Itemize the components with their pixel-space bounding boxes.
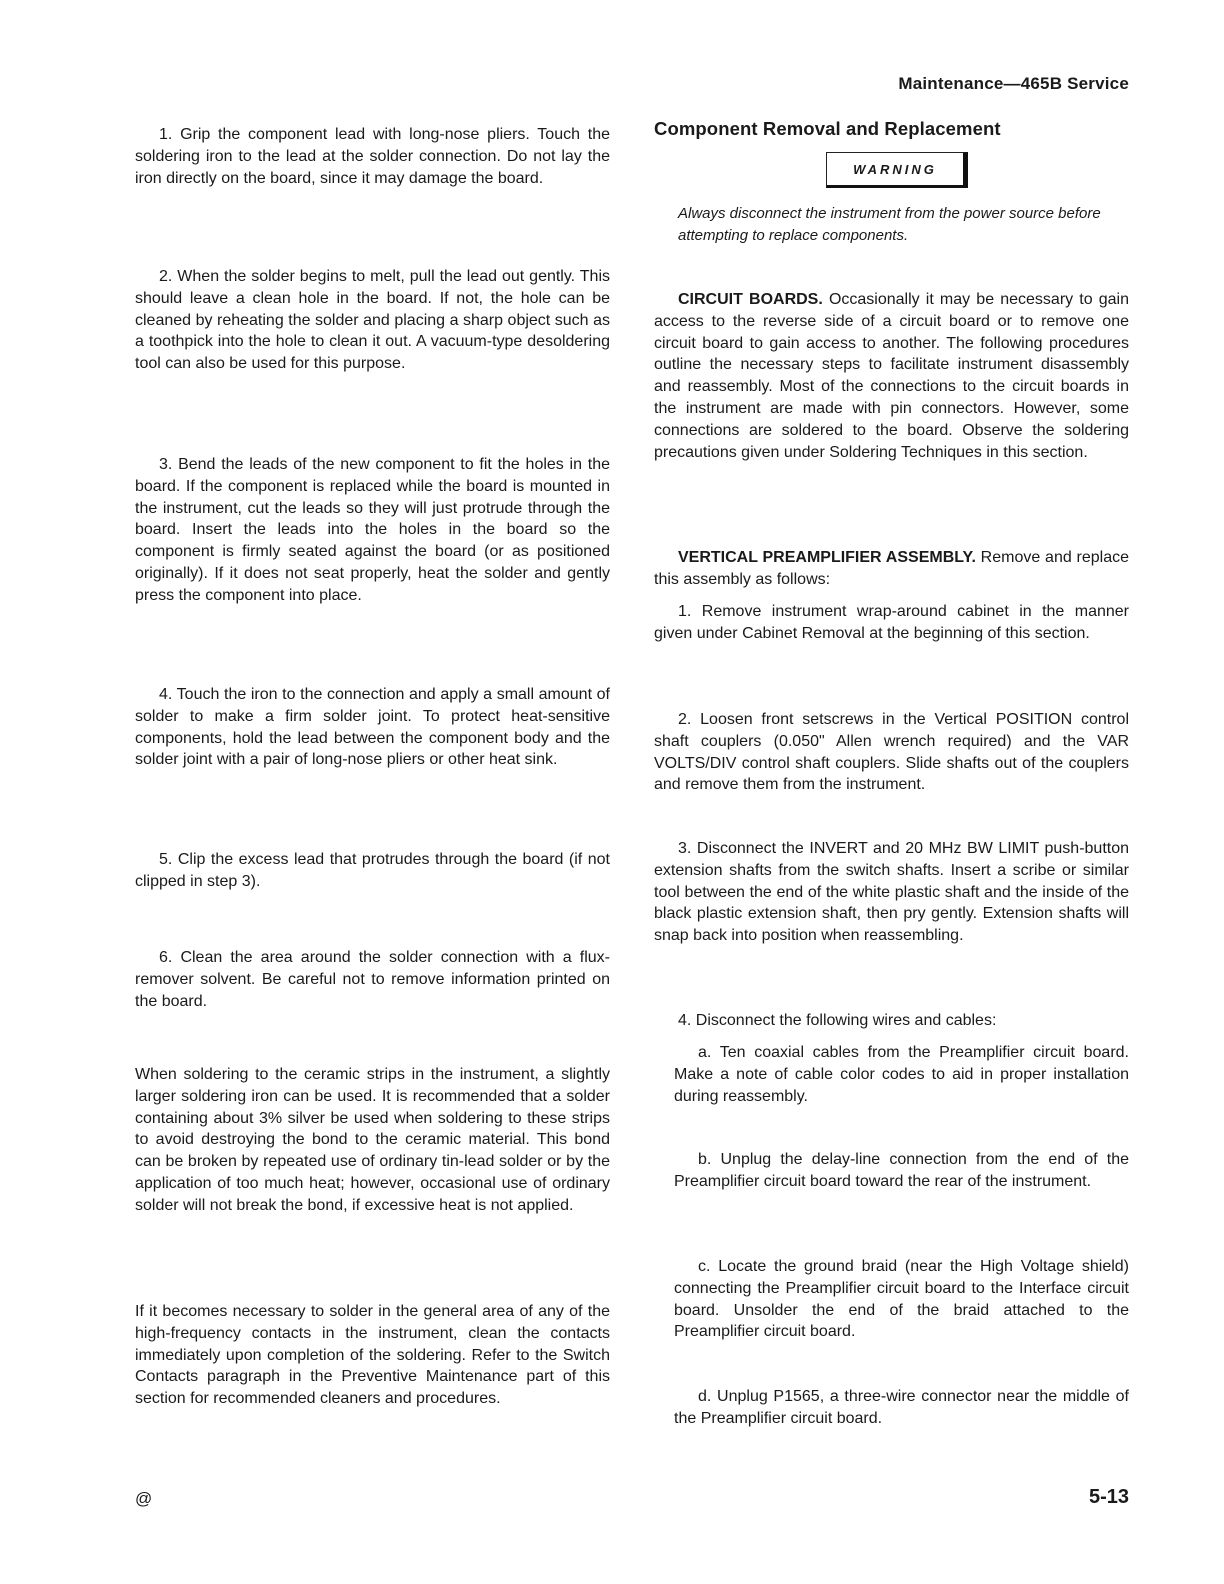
vpa-step-4b: b. Unplug the delay-line connection from the end of the Preamplifier circuit board toward the rear of the instrument.	[674, 1151, 1129, 1190]
vpa-step-1: 1. Remove instrument wrap-around cabinet in the manner given under Cabinet Removal at the beginning of this section.	[654, 603, 1129, 642]
running-header: Maintenance—465B Service	[898, 74, 1129, 93]
vpa-step-4d: d. Unplug P1565, a three-wire connector near the middle of the Preamplifier circuit board.	[674, 1388, 1129, 1427]
vpa-step-2: 2. Loosen front setscrews in the Vertical POSITION control shaft couplers (0.050" Allen wrench required) and the VAR VOLTS/DIV control shaft couplers. Slide shafts out of the couplers and remove them from the instrument.	[654, 711, 1129, 794]
vertical-preamp-paragraph	[654, 547, 1129, 591]
page-number: 5-13	[1088, 1486, 1129, 1508]
circuit-boards-text: Occasionally it may be necessary to gain access to the reverse side of a circuit board or to remove one circuit board to gain access to another. The following procedures outline the necessary steps to facilitate instrument disassembly and reassembly. Most of the connections to the circuit boards in the instrument are made with pin connectors. However, some connections are soldered to the board. Observe the soldering precautions given under Soldering Techniques in this section.	[654, 291, 1130, 461]
vertical-preamp-lead: VERTICAL PREAMPLIFIER ASSEMBLY.	[678, 549, 976, 566]
vpa-step-4c: c. Locate the ground braid (near the High Voltage shield) connecting the Preamplifier circuit board to the Interface circuit board. Unsolder the end of the braid attached to the Preamplifier circuit board.	[674, 1258, 1129, 1341]
footer-mark: @	[135, 1489, 153, 1508]
step-2-paragraph: 2. When the solder begins to melt, pull the lead out gently. This should leave a clean hole in the board. If not, the hole can be cleaned by reheating the solder and placing a sharp object such as a toothpick into the hole to clean it out. A vacuum-type desoldering tool can also be used for this purpose.	[135, 268, 610, 373]
step-6-paragraph: 6. Clean the area around the solder connection with a flux-remover solvent. Be careful not to remove information printed on the board.	[135, 949, 610, 1010]
vpa-step-4: 4. Disconnect the following wires and cables:	[678, 1012, 997, 1029]
vpa-step-3: 3. Disconnect the INVERT and 20 MHz BW LIMIT push-button extension shafts from the switch shafts. Insert a scribe or similar tool between the end of the white plastic shaft and the inside of the black plastic extension shaft, then pry gently. Extension shafts will snap back into position when reassembling.	[654, 840, 1129, 945]
warning-text: Always disconnect the instrument from the power source before attempting to replace components.	[678, 205, 1101, 244]
step-1-paragraph: 1. Grip the component lead with long-nose pliers. Touch the soldering iron to the lead at the solder connection. Do not lay the iron directly on the board, since it may damage the board.	[135, 126, 610, 187]
circuit-boards-paragraph	[654, 289, 1129, 463]
circuit-boards-lead: CIRCUIT BOARDS.	[678, 291, 823, 308]
step-3-paragraph: 3. Bend the leads of the new component to fit the holes in the board. If the component is replaced while the board is mounted in the instrument, cut the leads so they will just protrude through the board. Insert the leads into the holes in the board so the component is firmly seated against the board (or as positioned originally). If it does not seat properly, heat the solder and gently press the component into place.	[135, 456, 610, 604]
step-5-paragraph: 5. Clip the excess lead that protrudes through the board (if not clipped in step 3).	[135, 851, 610, 890]
vpa-step-4a: a. Ten coaxial cables from the Preamplifier circuit board. Make a note of cable color codes to aid in proper installation during reassembly.	[674, 1044, 1129, 1105]
high-frequency-paragraph: If it becomes necessary to solder in the general area of any of the high-frequency contacts in the instrument, clean the contacts immediately upon completion of the soldering. Refer to the Switch Contacts paragraph in the Preventive Maintenance part of this section for recommended cleaners and procedures.	[135, 1303, 610, 1408]
section-heading: Component Removal and Replacement	[654, 118, 1001, 139]
step-4-paragraph: 4. Touch the iron to the connection and apply a small amount of solder to make a firm solder joint. To protect heat-sensitive components, hold the lead between the component body and the solder joint with a pair of long-nose pliers or other heat sink.	[135, 686, 610, 769]
ceramic-strips-paragraph: When soldering to the ceramic strips in the instrument, a slightly larger soldering iron can be used. It is recommended that a solder containing about 3% silver be used when soldering to these strips to avoid destroying the bond to the ceramic material. This bond can be broken by repeated use of ordinary tin-lead solder or by the application of too much heat; however, occasional use of ordinary solder will not break the bond, if excessive heat is not applied.	[135, 1066, 610, 1214]
vertical-preamp-text: Remove and replace this assembly as follows:	[654, 549, 1129, 588]
warning-label: WARNING	[826, 152, 968, 188]
